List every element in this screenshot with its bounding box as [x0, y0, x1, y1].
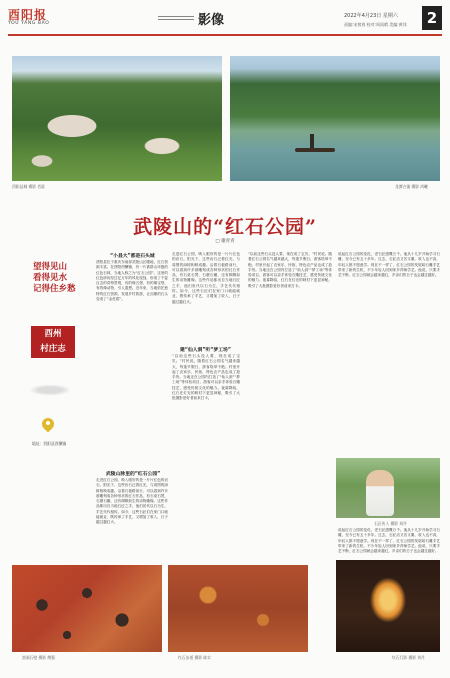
article-column-4b: 说起红石公园的变化，老石匠感慨万千。他从十几岁开始学习石雕，至今已有五十多年。过去，石匠活又苦又累，收入也不高，年轻人都不愿意学。现在不一样了，红石公园的发展给石雕手艺带来了新的生机，不少年轻人回到家乡拜师学艺。他说，只要手艺不断，红石公园就会越来越红，乡亲们的日子也会越过越好。 — [338, 528, 440, 554]
boat — [295, 148, 335, 152]
photo-river-boat — [230, 56, 440, 181]
place-label: 地址：酉阳县酉酬镇 — [32, 441, 67, 446]
subhead: 武陵山脉里的“红石公园” — [106, 472, 161, 477]
photo-caption: 酉阳县城 摄影 肖晨 — [12, 184, 45, 189]
article-column-2b: “以前这些石头没人要，现在成了宝贝。”村民说。随着红石公园名气越来越大，每逢节假日，游客络绎不绝。村里开起了农家乐、民宿，特色农产品也成了抢手货。当地还在公园内打造了“仙人洞”“梦工场”等体验项目，游客可以亲手体验石雕技艺，感受传统文化的魅力。夜幕降临，红石在灯光的映衬下更显神秘，吸引了大批摄影爱好者前来打卡。 — [172, 354, 240, 401]
column-name-badge — [31, 326, 75, 358]
photo-caption: 红石灯影 摄影 刘丹 — [392, 655, 425, 660]
stonemason-figure — [366, 470, 394, 516]
article-column-3: “以前这些石头没人要，现在成了宝贝。”村民说。随着红石公园名气越来越大，每逢节假日，游客络绎不绝。村里开起了农家乐、民宿，特色农产品也成了抢手货。当地还在公园内打造了“仙人洞”“梦工场”等体验项目，游客可以亲手体验石雕技艺，感受传统文化的魅力。夜幕降临，红石在灯光的映衬下更显神秘，吸引了大批摄影爱好者前来打卡。 — [248, 252, 332, 288]
slogan — [33, 262, 76, 295]
subhead: 建“仙人洞”听“梦工场” — [180, 348, 231, 353]
photo-red-stone-path — [168, 565, 308, 652]
slogan-line: 望得见山 — [33, 262, 68, 272]
boatman — [310, 134, 314, 148]
article-column-1: 酉阳县位于重庆东南部武陵山区腹地，红石资源丰富。在酉阳酉酬镇，有一片被群山环抱的红色石林，当地人称之为“红石公园”。这里的红色砂岩经过亿万年的风化侵蚀，形成了千姿百态的奇特景观，有的像古堡，有的像宝塔，有的像动物，引人遐想。近年来，当地依托独特的红石资源，发展乡村旅游，让沉睡的石头变成了“金疙瘩”。 — [96, 260, 168, 302]
photo-red-lantern — [336, 560, 440, 652]
slogan-line: 看得见水 — [33, 273, 68, 283]
article-column-2: 走进红石公园，映入眼帘的是一片片红色的岩石。阳光下，这些岩石泛着红光，与周围的绿树相映成趣。沿着石板路前行，可以看到许多被雕刻成各种形状的红石作品，有石桌石凳、石磨石碾，还有栩栩如生的动物雕像。这些作品都出自当地石匠之手，他们世代以石为生，手艺代代相传。如今，这些石匠们在家门口就能就业，既传承了手艺，又增加了收入，日子越过越红火。 — [172, 252, 240, 304]
photo-caption: 红石步道 摄影 陈实 — [178, 655, 211, 660]
editor-credits: 责编:宋茜春 校对:周雨晴 美编:黄邦 — [344, 22, 407, 27]
photo-caption: 龙潭古镇 摄影 尚曦 — [395, 184, 428, 189]
photo-stonemason — [336, 458, 440, 518]
article-title: 武陵山的“红石公园” — [133, 216, 317, 238]
newspaper-logo: 酉阳报 — [8, 8, 48, 22]
page-number: 2 — [422, 6, 442, 30]
photo-mountain-village — [12, 56, 222, 181]
article-byline: □ 谢青青 — [215, 239, 235, 244]
column-name-line: 村庄志 — [40, 344, 66, 354]
photo-red-rock-cave — [12, 565, 162, 652]
photo-caption: 溶洞石壁 摄影 傅强 — [22, 655, 55, 660]
slogan-line: 记得住乡愁 — [33, 284, 76, 294]
masthead — [8, 6, 442, 36]
issue-date: 2022年4月23日 星期六 — [344, 13, 398, 19]
photo-caption: 石匠传人 摄影 刘丹 — [374, 521, 407, 526]
column-name-line: 酉州 — [44, 329, 62, 339]
section-title: 影像 — [198, 13, 225, 28]
location-pin-dot — [46, 421, 50, 425]
subhead: “小县大”都是石头城 — [110, 254, 155, 259]
article-column-4: 说起红石公园的变化，老石匠感慨万千。他从十几岁开始学习石雕，至今已有五十多年。过去，石匠活又苦又累，收入也不高，年轻人都不愿意学。现在不一样了，红石公园的发展给石雕手艺带来了新的生机，不少年轻人回到家乡拜师学艺。他说，只要手艺不断，红石公园就会越来越红，乡亲们的日子也会越过越好。 — [338, 252, 440, 278]
ink-landscape-decoration — [20, 370, 84, 400]
article-column-1b: 走进红石公园，映入眼帘的是一片片红色的岩石。阳光下，这些岩石泛着红光，与周围的绿树相映成趣。沿着石板路前行，可以看到许多被雕刻成各种形状的红石作品，有石桌石凳、石磨石碾，还有栩栩如生的动物雕像。这些作品都出自当地石匠之手，他们世代以石为生，手艺代代相传。如今，这些石匠们在家门口就能就业，既传承了手艺，又增加了收入，日子越过越红火。 — [96, 478, 168, 525]
newspaper-logo-sub: YOU YANG BAO — [8, 21, 50, 26]
section-divider — [158, 16, 194, 20]
